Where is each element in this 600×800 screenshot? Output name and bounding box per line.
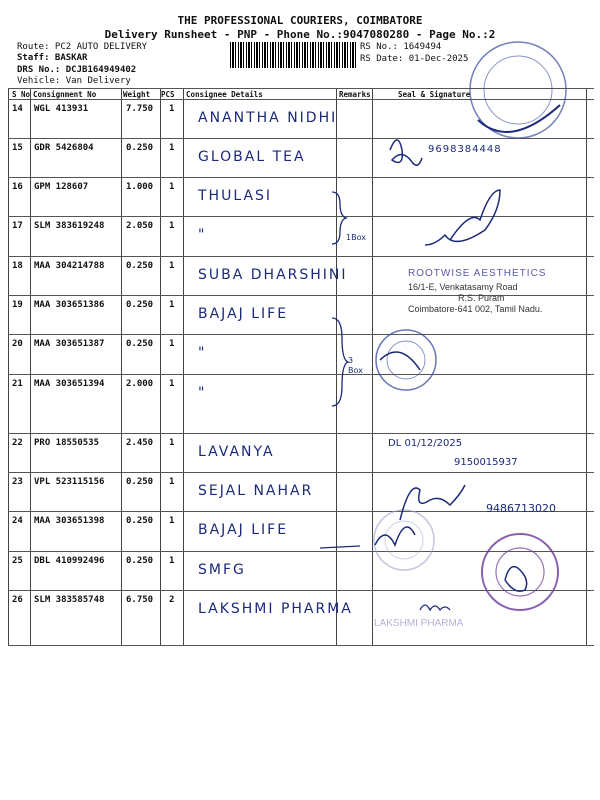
runsheet-title: Delivery Runsheet - PNP - Phone No.:9047080280 - Page No.:2 [104, 28, 496, 41]
row-consignment: MAA 303651398 [34, 516, 105, 526]
row-weight: 0.250 [126, 516, 154, 526]
drs-label: DRS No.: DCJB164949402 [17, 65, 137, 75]
row-consignment: GDR 5426804 [34, 143, 94, 153]
row-weight: 0.250 [126, 339, 154, 349]
row-consignee: " [198, 345, 207, 361]
rootwise-stamp-name: ROOTWISE AESTHETICS [408, 268, 547, 279]
row-consignee: LAKSHMI PHARMA [198, 601, 353, 617]
row-consignment: PRO 18550535 [34, 438, 100, 448]
route-label: Route: PC2 AUTO DELIVERY [17, 42, 148, 52]
row-consignee: BAJAJ LIFE [198, 522, 289, 538]
row-pcs: 2 [169, 595, 175, 605]
row-pcs: 1 [169, 438, 175, 448]
staff-label: Staff: BASKAR [17, 53, 88, 63]
row-sno: 22 [12, 438, 23, 448]
row-consignee: SEJAL NAHAR [198, 483, 314, 499]
row-pcs: 1 [169, 143, 175, 153]
row-sno: 16 [12, 182, 23, 192]
row-consignee: SUBA DHARSHINI [198, 267, 348, 283]
row-pcs: 1 [169, 182, 175, 192]
row-consignment: WGL 413931 [34, 104, 89, 114]
row-consignee: SMFG [198, 562, 246, 578]
row-pcs: 1 [169, 477, 175, 487]
col-seal: Seal & Signature [398, 90, 471, 99]
bajaj-stamp-row20 [376, 330, 436, 390]
row-weight: 0.250 [126, 300, 154, 310]
row-sno: 15 [12, 143, 23, 153]
row-consignee: THULASI [198, 188, 273, 204]
row-weight: 7.750 [126, 104, 154, 114]
row-consignment: SLM 383585748 [34, 595, 105, 605]
round-stamp-top [470, 42, 566, 138]
brace-row19-21 [332, 318, 348, 406]
company-title: THE PROFESSIONAL COURIERS, COIMBATORE [177, 14, 423, 27]
vehicle-label: Vehicle: Van Delivery [17, 76, 131, 86]
remark-3box: 3 Box [348, 356, 363, 375]
phone-row23: 9486713020 [486, 502, 556, 515]
col-sno: S No [12, 90, 31, 99]
bajaj-stamp-row24 [374, 510, 434, 570]
row-weight: 0.250 [126, 143, 154, 153]
row-consignment: MAA 303651387 [34, 339, 105, 349]
row-weight: 2.450 [126, 438, 154, 448]
row-sno: 18 [12, 261, 23, 271]
row-consignment: SLM 383619248 [34, 221, 105, 231]
row-weight: 1.000 [126, 182, 154, 192]
signature-row16 [425, 190, 500, 245]
row-weight: 0.250 [126, 556, 154, 566]
row-pcs: 1 [169, 556, 175, 566]
dl-note-row22: DL 01/12/2025 [388, 438, 463, 449]
col-remarks: Remarks [339, 90, 371, 99]
row-sno: 21 [12, 379, 23, 389]
row-consignment: DBL 410992496 [34, 556, 105, 566]
rs-date: RS Date: 01-Dec-2025 [360, 54, 469, 64]
col-pcs: PCS [161, 90, 175, 99]
row-weight: 0.250 [126, 477, 154, 487]
row-pcs: 1 [169, 379, 175, 389]
row-pcs: 1 [169, 104, 175, 114]
row-weight: 0.250 [126, 261, 154, 271]
row-consignee: GLOBAL TEA [198, 149, 306, 165]
row-sno: 14 [12, 104, 23, 114]
row-sno: 23 [12, 477, 23, 487]
smfg-stamp [482, 534, 558, 610]
rootwise-stamp-addr1: 16/1-E, Venkatasamy Road [408, 282, 518, 292]
row-consignment: MAA 303651394 [34, 379, 105, 389]
row-sno: 20 [12, 339, 23, 349]
row-weight: 6.750 [126, 595, 154, 605]
rs-number: RS No.: 1649494 [360, 42, 442, 52]
col-consignment: Consignment No [33, 90, 97, 99]
brace-row16-17 [332, 192, 346, 244]
col-weight: Weight [123, 90, 151, 99]
col-consignee: Consignee Details [186, 90, 263, 99]
row-sno: 24 [12, 516, 23, 526]
signature-row23 [400, 485, 465, 520]
row-sno: 25 [12, 556, 23, 566]
row-weight: 2.050 [126, 221, 154, 231]
rootwise-stamp-addr2: R.S. Puram [458, 293, 505, 303]
phone-row15: 9698384448 [428, 144, 502, 155]
row-consignee: " [198, 227, 207, 243]
signature-row26 [420, 605, 450, 610]
row-pcs: 1 [169, 300, 175, 310]
row-consignee: ANANTHA NIDHI [198, 110, 338, 126]
signature-row15 [390, 140, 422, 165]
row-pcs: 1 [169, 516, 175, 526]
row-weight: 2.000 [126, 379, 154, 389]
lakshmi-stamp: LAKSHMI PHARMA [374, 618, 464, 629]
row-pcs: 1 [169, 221, 175, 231]
rootwise-stamp-addr3: Coimbatore-641 002, Tamil Nadu. [408, 304, 543, 314]
row-consignee: LAVANYA [198, 444, 275, 460]
remark-1box: 1Box [346, 233, 366, 242]
row-consignment: MAA 303651386 [34, 300, 105, 310]
phone-row22: 9150015937 [454, 457, 518, 468]
row-consignee: " [198, 385, 207, 401]
row-consignment: VPL 523115156 [34, 477, 105, 487]
row-sno: 26 [12, 595, 23, 605]
pointer-line-row24 [320, 546, 360, 548]
row-sno: 19 [12, 300, 23, 310]
row-consignment: GPM 128607 [34, 182, 89, 192]
row-consignee: BAJAJ LIFE [198, 306, 289, 322]
row-sno: 17 [12, 221, 23, 231]
row-consignment: MAA 304214788 [34, 261, 105, 271]
row-pcs: 1 [169, 339, 175, 349]
row-pcs: 1 [169, 261, 175, 271]
